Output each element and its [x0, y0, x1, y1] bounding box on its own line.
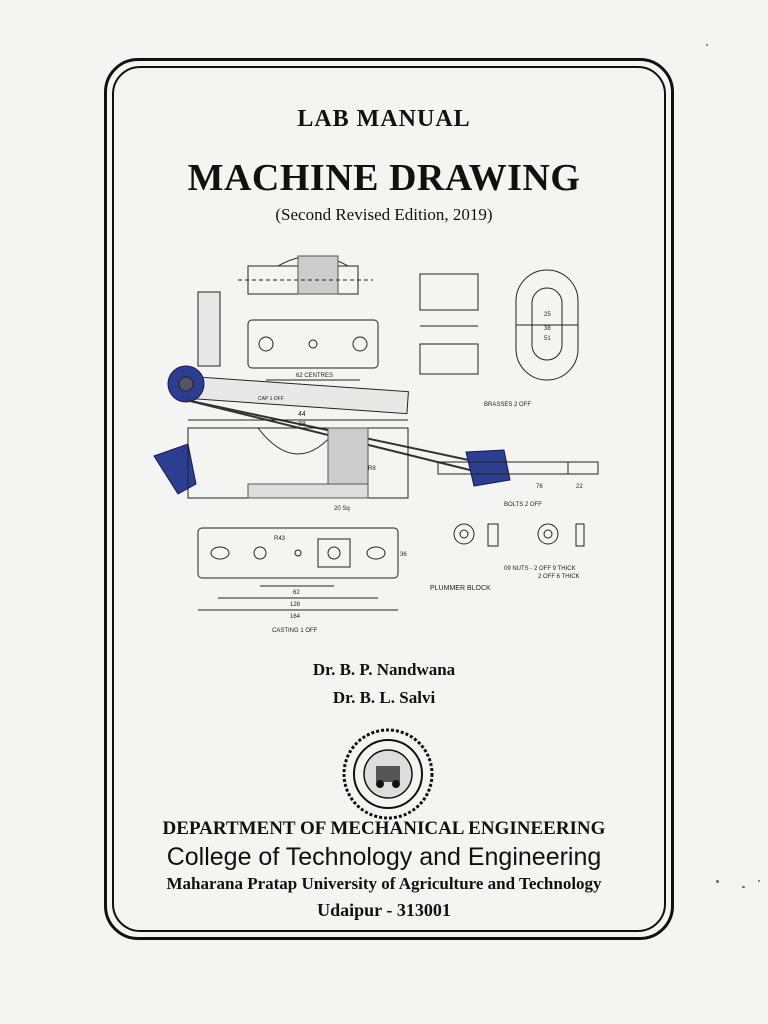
- dim-62-label: 62: [293, 590, 300, 596]
- body-plan: [198, 528, 398, 578]
- paper-speck: [758, 880, 760, 882]
- cap-plan: [248, 320, 378, 368]
- brasses-label: BRASSES 2 OFF: [484, 402, 532, 408]
- college-name: College of Technology and Engineering: [166, 843, 602, 871]
- casting-label: CASTING 1 OFF: [272, 628, 318, 634]
- paper-speck: [716, 880, 719, 883]
- department-name: DEPARTMENT OF MECHANICAL ENGINEERING: [162, 818, 606, 839]
- dim-36-label: 36: [400, 552, 407, 558]
- dim-r8-label: R8: [368, 466, 376, 472]
- dim-centres-label: 62 CENTRES: [296, 373, 334, 379]
- author-1: Dr. B. P. Nandwana: [312, 660, 456, 679]
- nuts-label: 09 NUTS - 2 OFF 9 THICK: [504, 566, 576, 572]
- book-title: MACHINE DRAWING: [187, 157, 581, 199]
- dim-164-label: 164: [290, 614, 301, 620]
- city-pincode: Udaipur - 313001: [317, 900, 451, 920]
- bolts-label: BOLTS 2 OFF: [504, 502, 542, 508]
- series-label: LAB MANUAL: [297, 106, 471, 132]
- dim-76-label: 76: [536, 484, 543, 490]
- university-seal-logo: [340, 726, 436, 822]
- edition-label: (Second Revised Edition, 2019): [275, 205, 493, 224]
- dim-r43-label: R43: [274, 536, 286, 542]
- nuts-label-2: 2 OFF 6 THICK: [538, 574, 580, 580]
- plummer-block-drawing: [148, 244, 618, 638]
- dim-20sq-label: 20 Sq: [334, 506, 350, 512]
- dim-128-label: 128: [290, 602, 301, 608]
- dim-25-label: 25: [544, 312, 551, 318]
- plummer-block-label: PLUMMER BLOCK: [430, 585, 491, 592]
- dim-38-label: 38: [298, 421, 306, 428]
- paper-speck: [706, 44, 708, 46]
- paper-speck: [742, 886, 745, 888]
- cap-label: CAP 1 OFF: [258, 396, 284, 402]
- author-2: Dr. B. L. Salvi: [332, 688, 436, 707]
- dim-38b-label: 38: [544, 326, 551, 332]
- dim-44-label: 44: [298, 411, 306, 418]
- dim-22-label: 22: [576, 484, 583, 490]
- university-name: Maharana Pratap University of Agriculture and Technology: [166, 874, 602, 893]
- dim-51-label: 51: [544, 336, 551, 342]
